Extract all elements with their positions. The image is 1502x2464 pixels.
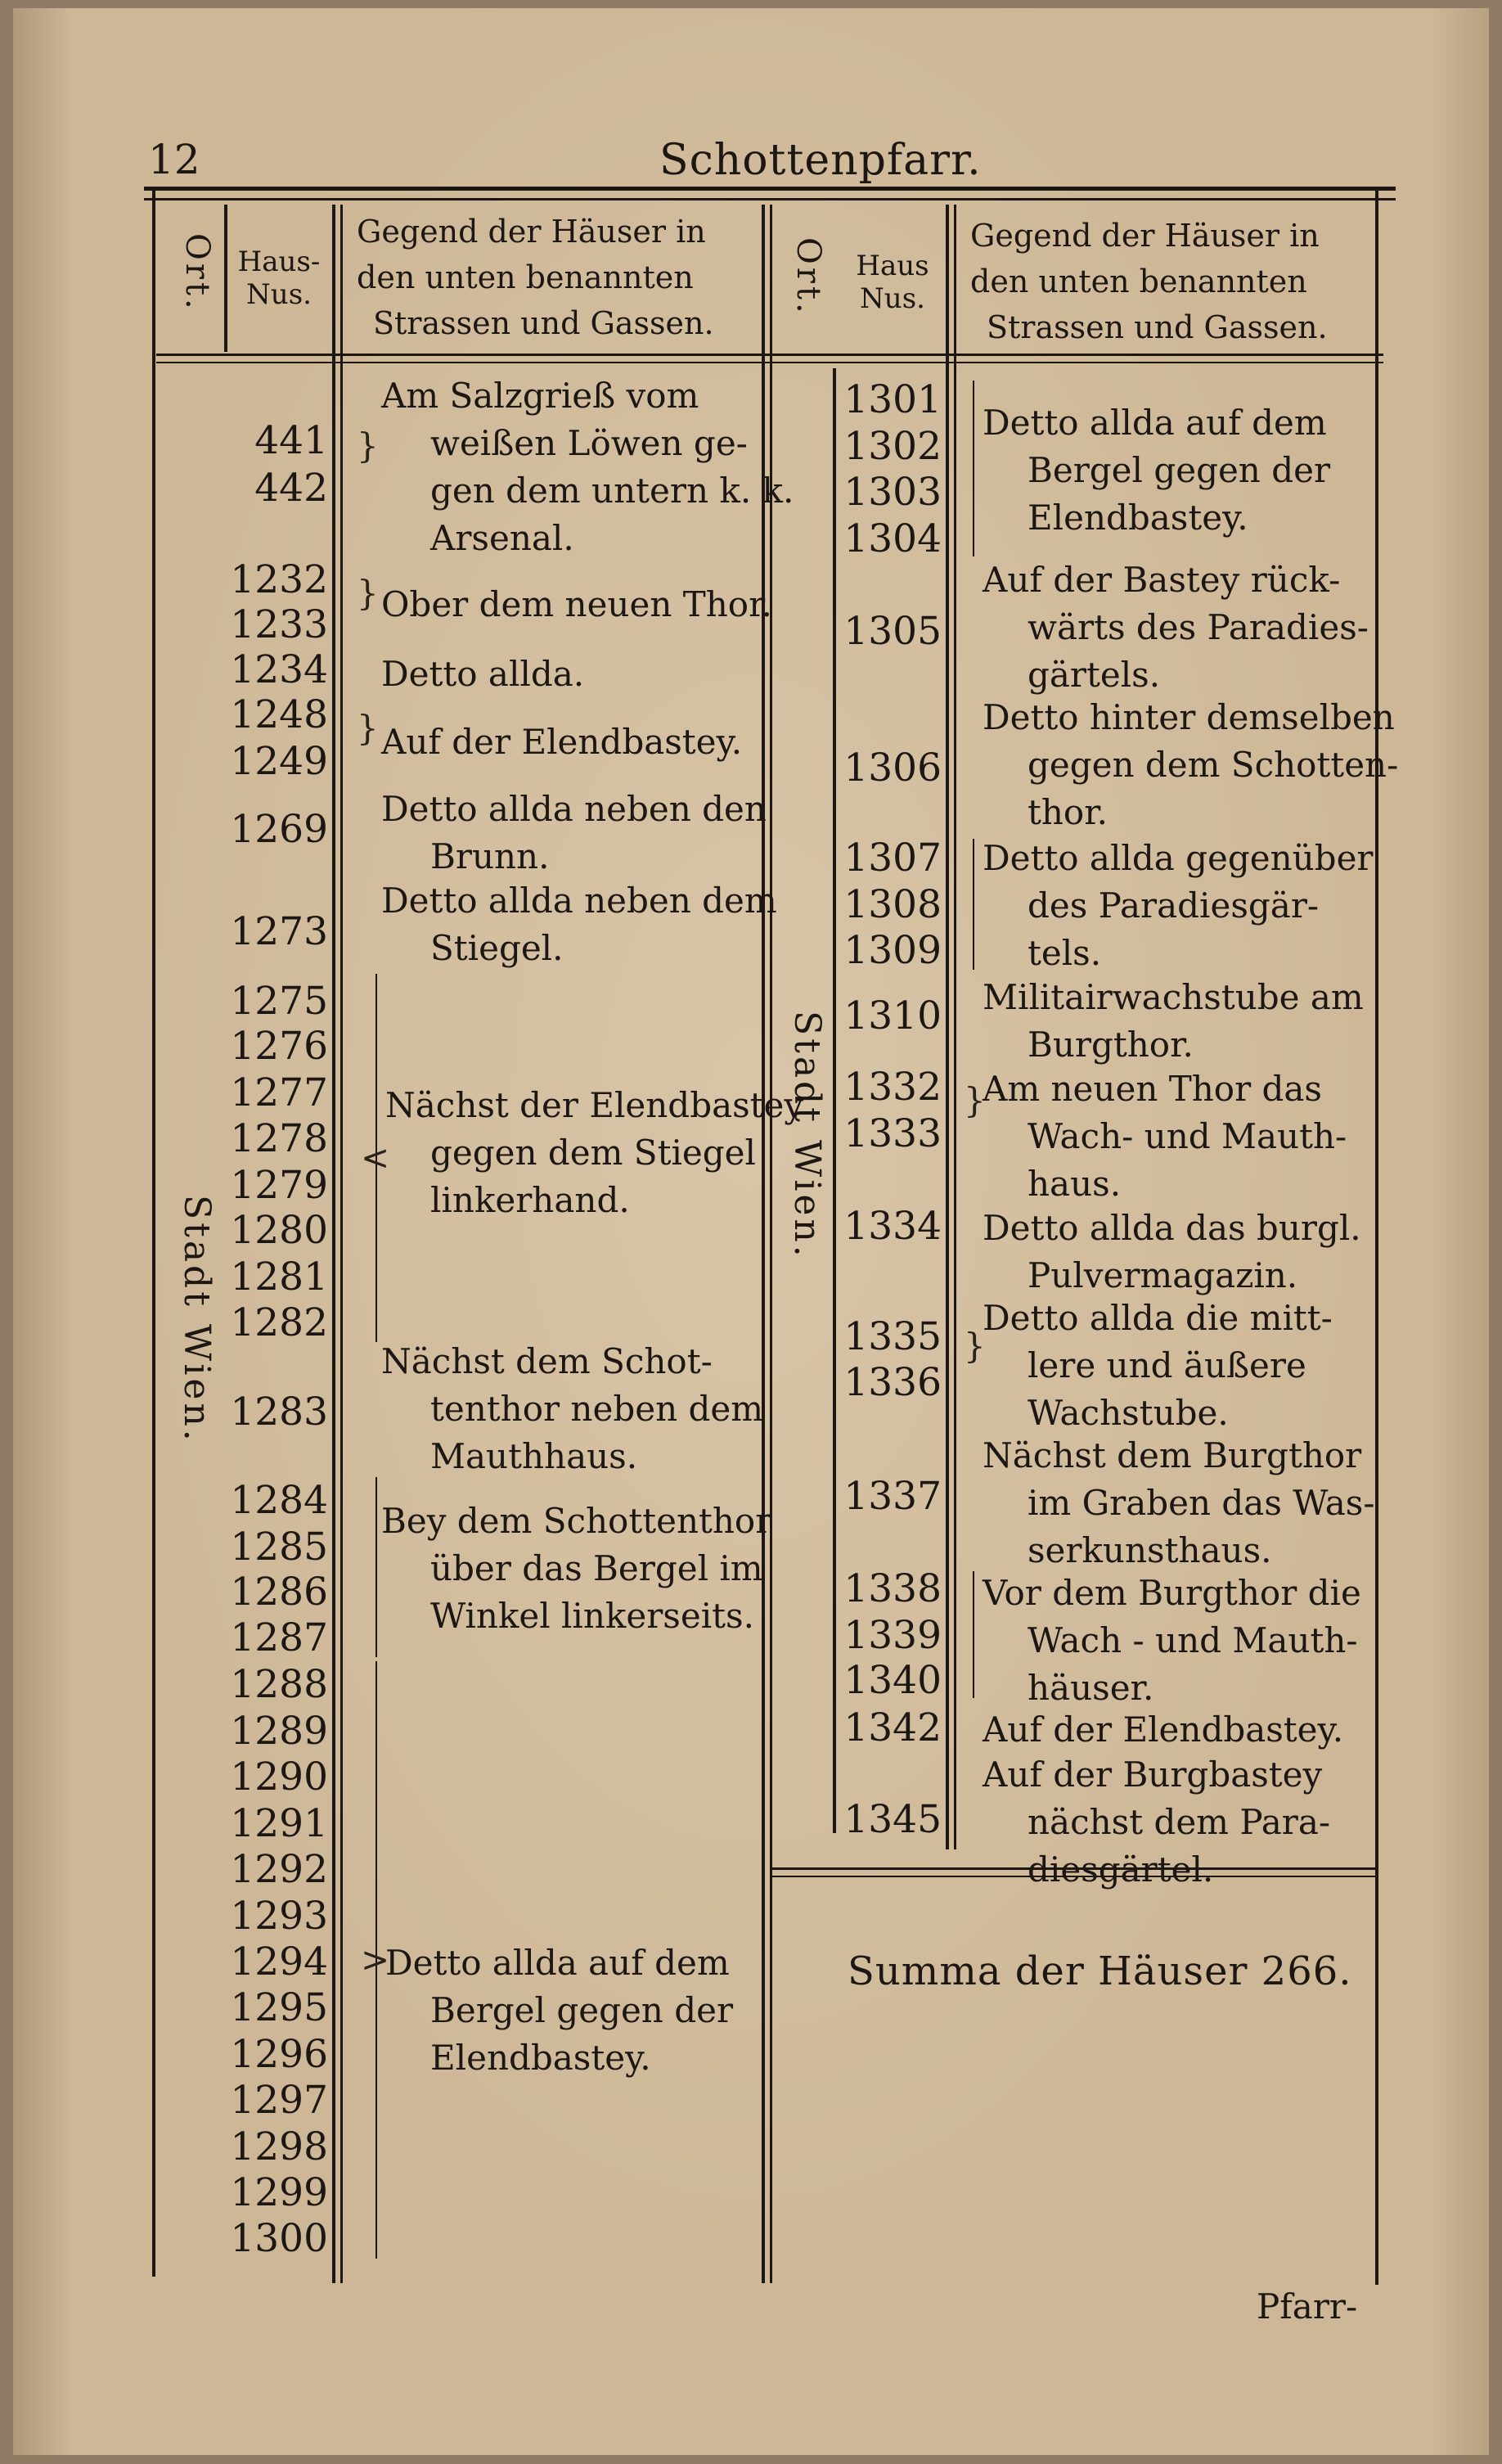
catchword: Pfarr-: [1257, 2286, 1358, 2327]
location-text: wärts des Paradies-: [1028, 607, 1369, 647]
house-number: 1288: [230, 1662, 328, 1707]
summa-total: Summa der Häuser 266.: [848, 1948, 1352, 1994]
house-number: 1290: [230, 1755, 328, 1800]
bracket-line: [973, 381, 974, 556]
location-text: Nächst dem Burgthor: [983, 1435, 1362, 1475]
location-text: Wach - und Mauth-: [1028, 1620, 1358, 1660]
bracket-mark: }: [357, 573, 379, 613]
location-text: gen dem untern k. k.: [430, 471, 794, 511]
house-number: 1340: [843, 1658, 942, 1703]
haus-header-right: Haus Nus.: [856, 250, 929, 315]
house-number: 1304: [843, 516, 942, 561]
location-text: nächst dem Para-: [1028, 1802, 1331, 1842]
location-text: Elendbastey.: [430, 2038, 651, 2078]
location-text: linkerhand.: [430, 1180, 630, 1220]
house-number: 1336: [843, 1360, 942, 1405]
house-number: 1342: [843, 1705, 942, 1750]
house-number: 1280: [230, 1208, 328, 1253]
gegend-header-left-3: Strassen und Gassen.: [373, 305, 714, 341]
location-text: Detto allda auf dem: [983, 403, 1327, 443]
ort-value-right: Stadt Wien.: [786, 1011, 828, 1260]
location-text: Nächst der Elendbastey: [385, 1085, 804, 1125]
location-text: gärtels.: [1028, 655, 1161, 695]
location-text: Detto allda neben dem: [381, 881, 777, 921]
location-text: Detto allda auf dem: [385, 1943, 730, 1983]
location-text: Burgthor.: [1028, 1025, 1194, 1065]
house-number: 1248: [230, 692, 328, 737]
haus-col-rule-2: [340, 205, 343, 2283]
location-text: thor.: [1028, 792, 1109, 832]
location-text: haus.: [1028, 1164, 1122, 1204]
location-text: Nächst dem Schot-: [381, 1341, 713, 1381]
house-number: 1269: [230, 807, 328, 852]
haus-header-left: Haus-Nus.: [237, 245, 321, 311]
bracket-mark: }: [964, 1080, 986, 1120]
location-text: gegen dem Schotten-: [1028, 745, 1399, 785]
house-number: 1337: [843, 1474, 942, 1519]
house-number: 1309: [843, 928, 942, 973]
location-text: Detto allda das burgl.: [983, 1208, 1361, 1248]
house-number: 1306: [843, 746, 942, 791]
location-text: Bergel gegen der: [430, 1990, 734, 2030]
location-text: Mauthhaus.: [430, 1436, 638, 1476]
house-number: 1297: [230, 2078, 328, 2123]
house-number: 1296: [230, 2032, 328, 2077]
ort-value-left: Stadt Wien.: [176, 1195, 218, 1444]
ort-header-right: Ort.: [789, 237, 827, 317]
house-number: 1303: [843, 470, 942, 515]
location-text: Auf der Elendbastey.: [983, 1709, 1344, 1750]
location-text: lere und äußere: [1028, 1345, 1306, 1385]
house-number: 1299: [230, 2170, 328, 2215]
bracket-mark: }: [964, 1326, 986, 1366]
right-haus-col-rule: [946, 205, 949, 1849]
house-number: 1275: [230, 979, 328, 1024]
table-top-rule-2: [144, 198, 1396, 200]
location-text: weißen Löwen ge-: [430, 423, 748, 463]
house-number: 1233: [230, 602, 328, 647]
haus-col-rule: [332, 205, 335, 2283]
house-number: 1332: [843, 1065, 942, 1110]
house-number: 1339: [843, 1613, 942, 1658]
location-text: diesgärtel.: [1028, 1849, 1214, 1890]
house-number: 442: [254, 466, 328, 511]
house-number: 1234: [230, 647, 328, 692]
left-border: [152, 190, 155, 2277]
bracket-mark: <: [361, 1137, 390, 1178]
location-text: Arsenal.: [430, 518, 574, 558]
house-number: 1284: [230, 1478, 328, 1523]
right-haus-col-rule-2: [954, 205, 956, 1849]
bracket-line: [973, 839, 974, 970]
bracket-mark: }: [357, 426, 379, 466]
location-text: Bergel gegen der: [1028, 450, 1331, 490]
house-number: 1310: [843, 993, 942, 1038]
location-text: Detto allda.: [381, 654, 585, 694]
location-text: Elendbastey.: [1028, 498, 1248, 538]
house-number: 1289: [230, 1709, 328, 1754]
gegend-header-left-1: Gegend der Häuser in: [357, 214, 706, 250]
house-number: 1277: [230, 1070, 328, 1115]
location-text: Am neuen Thor das: [983, 1069, 1322, 1109]
house-number: 1333: [843, 1111, 942, 1156]
gegend-header-right-2: den unten benannten: [970, 264, 1307, 300]
table-top-rule: [144, 187, 1396, 191]
house-number: 1305: [843, 609, 942, 654]
location-text: Vor dem Burgthor die: [983, 1573, 1361, 1613]
house-number: 1294: [230, 1939, 328, 1984]
house-number: 1298: [230, 2124, 328, 2169]
house-number: 1282: [230, 1300, 328, 1345]
location-text: serkunsthaus.: [1028, 1530, 1272, 1570]
location-text: Auf der Bastey rück-: [983, 560, 1341, 600]
location-text: tenthor neben dem: [430, 1389, 764, 1429]
house-number: 1334: [843, 1204, 942, 1249]
location-text: Brunn.: [430, 836, 550, 876]
house-number: 1293: [230, 1894, 328, 1939]
bracket-line: [973, 1571, 974, 1698]
location-text: Detto allda gegenüber: [983, 838, 1374, 878]
house-number: 1308: [843, 882, 942, 927]
house-number: 1286: [230, 1570, 328, 1615]
location-text: Militairwachstube am: [983, 977, 1364, 1017]
bracket-line: [376, 1477, 377, 1657]
location-text: tels.: [1028, 933, 1102, 973]
location-text: Detto allda neben den: [381, 789, 767, 829]
house-number: 1285: [230, 1525, 328, 1570]
middle-rule: [762, 205, 765, 2283]
location-text: gegen dem Stiegel: [430, 1133, 756, 1173]
location-text: Ober dem neuen Thor.: [381, 584, 772, 624]
location-text: Wachstube.: [1028, 1393, 1229, 1433]
location-text: häuser.: [1028, 1668, 1154, 1708]
location-text: Pulvermagazin.: [1028, 1255, 1298, 1295]
house-number: 1338: [843, 1566, 942, 1611]
house-number: 1287: [230, 1615, 328, 1660]
location-text: Auf der Burgbastey: [983, 1755, 1323, 1795]
page-number: 12: [148, 136, 200, 183]
location-text: des Paradiesgär-: [1028, 885, 1320, 926]
location-text: Detto allda die mitt-: [983, 1298, 1333, 1338]
bracket-mark: >: [361, 1939, 390, 1980]
house-number: 1307: [843, 836, 942, 881]
house-number: 1232: [230, 557, 328, 602]
running-title: Schottenpfarr.: [659, 136, 982, 185]
house-number: 1292: [230, 1847, 328, 1892]
location-text: Wach- und Mauth-: [1028, 1116, 1347, 1156]
house-number: 1276: [230, 1024, 328, 1069]
location-text: Detto hinter demselben: [983, 697, 1395, 737]
right-border: [1375, 190, 1378, 2285]
house-number: 1345: [843, 1797, 942, 1842]
location-text: Bey dem Schottenthor: [381, 1501, 772, 1541]
house-number: 1295: [230, 1985, 328, 2030]
location-text: Auf der Elendbastey.: [381, 722, 743, 762]
location-text: im Graben das Was-: [1028, 1483, 1375, 1523]
location-text: über das Bergel im: [430, 1548, 763, 1588]
bracket-mark: }: [357, 708, 379, 748]
house-number: 1300: [230, 2216, 328, 2261]
house-number: 1335: [843, 1314, 942, 1359]
house-number: 441: [254, 418, 328, 463]
location-text: Stiegel.: [430, 928, 564, 968]
middle-rule-2: [770, 205, 772, 2283]
location-text: Am Salzgrieß vom: [381, 376, 699, 416]
house-number: 1302: [843, 424, 942, 469]
gegend-header-right-1: Gegend der Häuser in: [970, 218, 1320, 254]
house-number: 1273: [230, 909, 328, 954]
house-number: 1291: [230, 1801, 328, 1846]
gegend-header-left-2: den unten benannten: [357, 259, 694, 295]
house-number: 1301: [843, 377, 942, 422]
house-number: 1283: [230, 1390, 328, 1435]
house-number: 1249: [230, 739, 328, 784]
book-page: [13, 8, 1489, 2455]
gegend-header-right-3: Strassen und Gassen.: [987, 309, 1328, 345]
location-text: Winkel linkerseits.: [430, 1596, 754, 1636]
house-number: 1281: [230, 1255, 328, 1300]
ort-col-rule: [224, 205, 227, 352]
house-number: 1278: [230, 1116, 328, 1161]
ort-header-left: Ort.: [178, 233, 216, 313]
house-number: 1279: [230, 1163, 328, 1208]
